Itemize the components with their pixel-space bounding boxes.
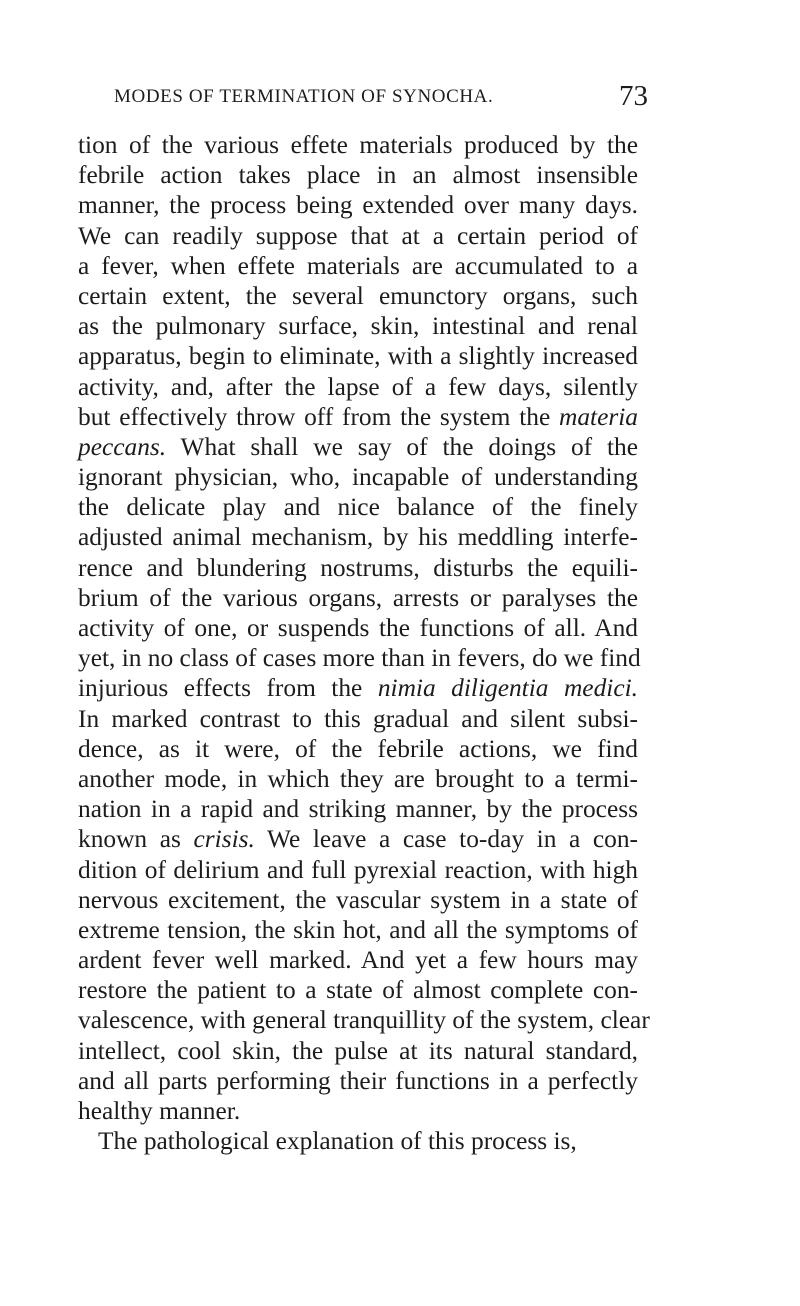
text-line: ardent fever well marked. And yet a few hours may bbox=[78, 946, 638, 975]
text-line: another mode, in which they are brought to a termi- bbox=[78, 764, 638, 793]
text-line: and all parts performing their functions in a perfectly bbox=[78, 1066, 638, 1095]
text-line: activity, and, after the lapse of a few days, silently bbox=[78, 372, 638, 401]
italic-phrase: crisis. bbox=[193, 825, 255, 854]
text-line: activity of one, or suspends the functions of all. And bbox=[78, 614, 638, 642]
text-line: febrile action takes place in an almost insensible bbox=[78, 161, 638, 190]
text-line: adjusted animal mechanism, by his meddling interfe- bbox=[78, 523, 638, 552]
text-line: intellect, cool skin, the pulse at its natural standard, bbox=[78, 1036, 638, 1065]
body-text bbox=[78, 130, 650, 1156]
text-line: injurious effects from the nimia diligentia medici. bbox=[78, 674, 638, 703]
text-line: valescence, with general tranquillity of the system, clear bbox=[78, 1006, 650, 1035]
text-line: healthy manner. bbox=[78, 1097, 241, 1125]
text-line: ignorant physician, who, incapable of understanding bbox=[78, 463, 638, 492]
text-line: nervous excitement, the vascular system in a state of bbox=[78, 885, 638, 914]
text-line: We can readily suppose that at a certain period of bbox=[78, 221, 638, 250]
text-line: nation in a rapid and striking manner, by the process bbox=[78, 795, 638, 824]
text-line: but effectively throw off from the system the materia bbox=[78, 402, 638, 431]
running-head: MODES OF TERMINATION OF SYNOCHA. bbox=[114, 86, 494, 107]
text-line: The pathological explanation of this process is, bbox=[98, 1127, 577, 1156]
text-line: the delicate play and nice balance of the finely bbox=[78, 493, 638, 522]
text-line: peccans. What shall we say of the doings of the bbox=[78, 432, 638, 461]
text-line: In marked contrast to this gradual and silent subsi- bbox=[78, 704, 638, 733]
page-number: 73 bbox=[619, 80, 648, 112]
italic-phrase: peccans. bbox=[78, 432, 167, 461]
text-line: tion of the various effete materials produced by the bbox=[78, 131, 638, 159]
text-line: dence, as it were, of the febrile actions, we find bbox=[78, 734, 638, 763]
text-line: a fever, when effete materials are accumulated to a bbox=[78, 251, 638, 280]
text-line: dition of delirium and full pyrexial reaction, with high bbox=[78, 855, 638, 884]
text-line: manner, the process being extended over many days. bbox=[78, 191, 638, 220]
text-line: brium of the various organs, arrests or paralyses the bbox=[78, 583, 638, 612]
text-line: apparatus, begin to eliminate, with a slightly increased bbox=[78, 342, 638, 371]
text-line: rence and blundering nostrums, disturbs the equili- bbox=[78, 553, 638, 582]
italic-phrase: nimia diligentia medici. bbox=[377, 674, 638, 703]
text-line: as the pulmonary surface, skin, intestinal and renal bbox=[78, 312, 638, 341]
text-line: yet, in no class of cases more than in fevers, do we find bbox=[78, 644, 641, 673]
text-line: restore the patient to a state of almost complete con- bbox=[78, 976, 638, 1005]
italic-phrase: materia bbox=[559, 402, 638, 431]
text-line: extreme tension, the skin hot, and all the symptoms of bbox=[78, 915, 638, 944]
text-line: certain extent, the several emunctory organs, such bbox=[78, 281, 638, 310]
text-line: known as crisis. We leave a case to-day in a con- bbox=[78, 825, 639, 854]
page-header bbox=[78, 80, 648, 116]
